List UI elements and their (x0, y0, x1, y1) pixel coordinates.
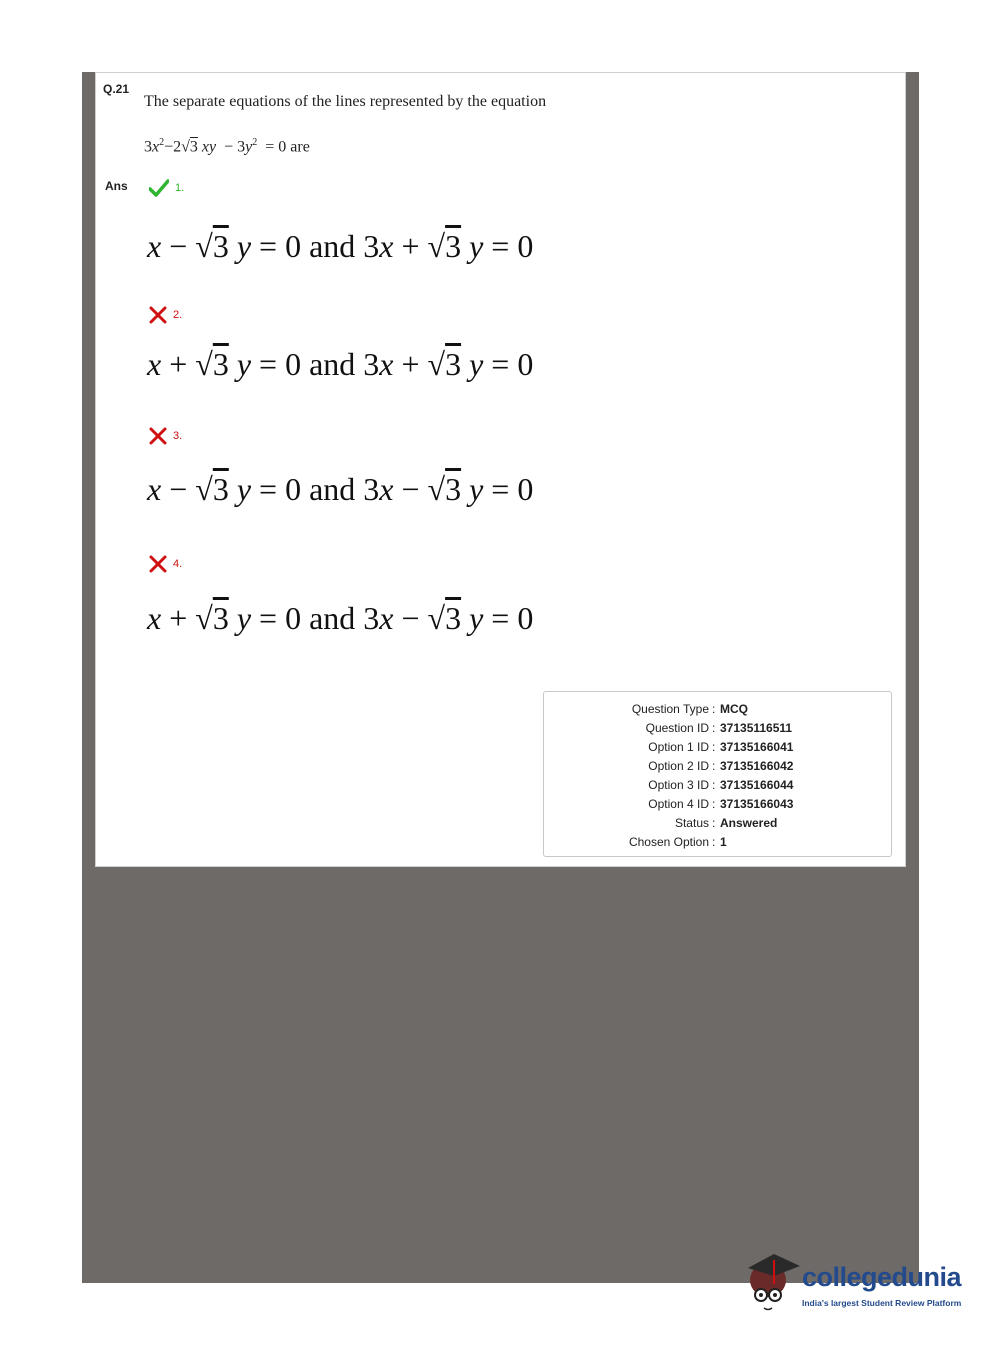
meta-row-option3-id: Option 3 ID : 37135166044 (648, 778, 794, 792)
meta-row-chosen-option: Chosen Option : 1 (628, 835, 727, 849)
mascot-icon (744, 1250, 802, 1320)
logo-wordmark: collegedunia (802, 1262, 962, 1292)
option-3-number: 3. (173, 430, 183, 442)
meta-row-question-type: Question Type : MCQ (631, 702, 748, 716)
option-1-equation[interactable]: x − √3 y = 0 and 3x + √3 y = 0 (147, 228, 534, 264)
option-2-marker (149, 304, 182, 326)
checkmark-icon (149, 179, 169, 197)
option-3-marker (149, 425, 182, 447)
option-1-marker (149, 177, 184, 199)
answer-label: Ans (105, 179, 128, 193)
meta-row-option1-id: Option 1 ID : 37135166041 (648, 740, 794, 754)
meta-row-option2-id: Option 2 ID : 37135166042 (648, 759, 794, 773)
question-metadata-box (543, 691, 892, 857)
logo-tagline: India's largest Student Review Platform (802, 1298, 962, 1308)
option-4-marker (149, 553, 182, 575)
cross-icon (149, 555, 167, 573)
option-4-equation[interactable]: x + √3 y = 0 and 3x − √3 y = 0 (147, 600, 534, 636)
question-equation-suffix: = 0 are (265, 138, 310, 156)
question-equation: $3x^2-2√3$ xy − $3y^2 = 0$ are (144, 137, 310, 156)
collegedunia-logo (744, 1250, 970, 1320)
question-number: Q.21 (103, 82, 130, 96)
option-2-equation[interactable]: x + √3 y = 0 and 3x + √3 y = 0 (147, 346, 534, 382)
option-2-number: 2. (173, 309, 183, 321)
question-text: The separate equations of the lines represented by the equation (144, 93, 547, 110)
option-4-number: 4. (173, 558, 183, 570)
option-3-equation[interactable]: x − √3 y = 0 and 3x − √3 y = 0 (147, 471, 534, 507)
cross-icon (149, 306, 167, 324)
meta-row-option4-id: Option 4 ID : 37135166043 (648, 797, 794, 811)
meta-row-question-id: Question ID : 37135116511 (645, 721, 793, 735)
meta-row-status: Status : Answered (674, 816, 778, 830)
option-1-number: 1. (175, 182, 185, 194)
cross-icon (149, 427, 167, 445)
